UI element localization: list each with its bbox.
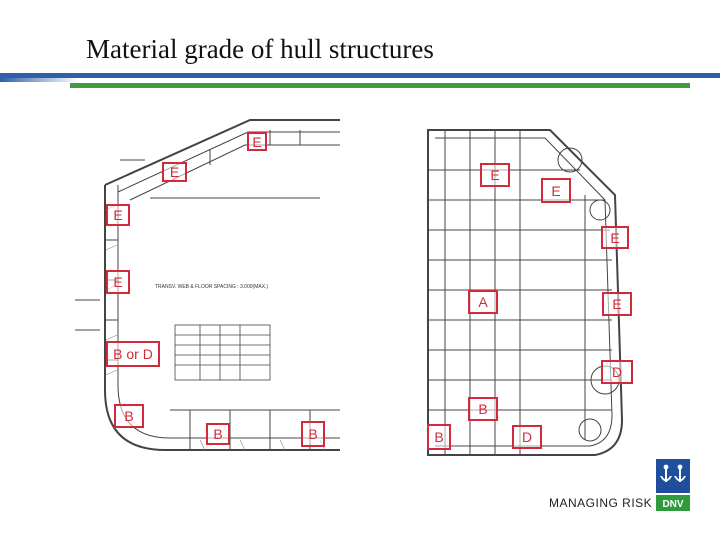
grade-label-b-bottom-1: B bbox=[206, 423, 230, 445]
grade-label-b-bottom-mid: B bbox=[468, 397, 498, 421]
logo-wordmark: DNV bbox=[662, 499, 684, 510]
grade-label-e-right-extra: E bbox=[106, 270, 130, 294]
header-rule-blue bbox=[0, 73, 720, 78]
grade-label-e-topside: E bbox=[162, 162, 187, 182]
grade-label-e-side-mid: E bbox=[602, 292, 632, 316]
grade-label-d-right: D bbox=[601, 360, 633, 384]
grade-label-b-bottom-2: B bbox=[301, 421, 325, 447]
grade-label-e-side-right: E bbox=[601, 226, 629, 249]
grade-label-e-top: E bbox=[247, 132, 267, 151]
grade-label-e-corner: E bbox=[541, 178, 571, 203]
grade-label-d-right-bottom: D bbox=[512, 425, 542, 449]
grade-label-a-bulkhead: A bbox=[468, 290, 498, 314]
plan-caption: TRANSV. WEB & FLOOR SPACING : 3.000(MAX.) bbox=[155, 284, 269, 290]
grade-label-b-right-bottom: B bbox=[427, 424, 451, 450]
header-rule-accent bbox=[0, 78, 78, 82]
scantling-table bbox=[175, 325, 270, 380]
slide-title: Material grade of hull structures bbox=[86, 34, 434, 64]
grade-label-b-bilge: B bbox=[114, 404, 144, 428]
grade-label-b-or-d: B or D bbox=[106, 341, 160, 367]
dnv-logo bbox=[656, 459, 690, 511]
header-rule-green bbox=[70, 83, 690, 88]
grade-label-e-side-upper: E bbox=[106, 204, 130, 226]
grade-label-e-deck: E bbox=[480, 163, 510, 187]
footer-slogan: MANAGING RISK bbox=[549, 496, 653, 510]
